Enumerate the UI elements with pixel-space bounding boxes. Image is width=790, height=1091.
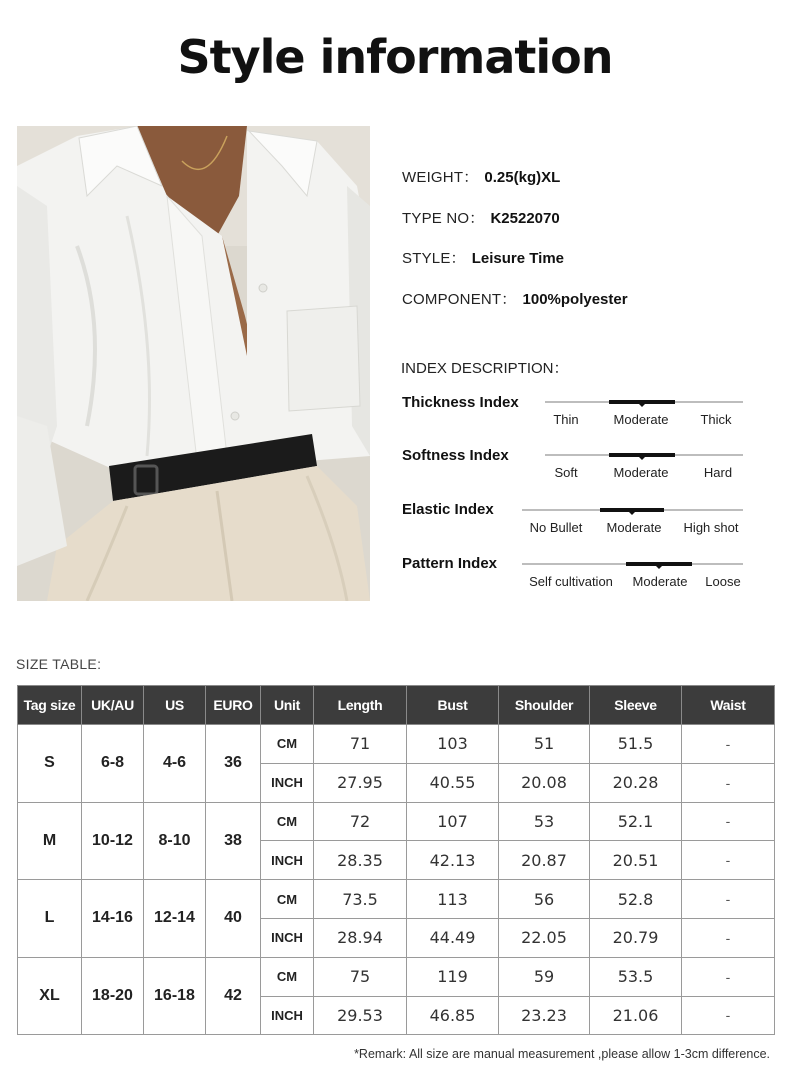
shoulder-cell: 20.08 (499, 763, 590, 802)
scale-label-selected: Moderate (613, 412, 669, 427)
shoulder-cell: 53 (499, 802, 590, 841)
shoulder-cell: 56 (499, 880, 590, 919)
size-table (17, 685, 775, 1035)
length-cell: 73.5 (314, 880, 407, 919)
scale-label: No Bullet (529, 520, 583, 535)
table-row (18, 802, 775, 841)
tag-size-cell: M (18, 802, 82, 880)
table-row (18, 880, 775, 919)
info-type-no-key: TYPE NO： (402, 210, 485, 227)
page-title: Style information (177, 30, 613, 84)
waist-cell: - (682, 841, 775, 880)
unit-cell: CM (261, 880, 314, 919)
info-component-key: COMPONENT： (402, 291, 517, 308)
bust-cell: 44.49 (407, 918, 499, 957)
us-cell: 4-6 (144, 725, 206, 803)
scale-label: Thick (700, 412, 732, 427)
us-cell: 12-14 (144, 880, 206, 958)
waist-cell: - (682, 996, 775, 1035)
shoulder-cell: 59 (499, 957, 590, 996)
sleeve-cell: 20.79 (590, 918, 682, 957)
sleeve-cell: 20.28 (590, 763, 682, 802)
scale-label-selected: Moderate (606, 520, 662, 535)
bust-cell: 103 (407, 725, 499, 764)
uk-au-cell: 14-16 (82, 880, 144, 958)
scale-label: High shot (683, 520, 739, 535)
unit-cell: INCH (261, 763, 314, 802)
info-style-key: STYLE： (402, 250, 466, 267)
waist-cell: - (682, 957, 775, 996)
header-cell: Unit (261, 686, 314, 725)
us-cell: 16-18 (144, 957, 206, 1035)
length-cell: 29.53 (314, 996, 407, 1035)
size-table-label: SIZE TABLE: (16, 656, 102, 672)
scale-label-selected: Moderate (632, 574, 688, 589)
thickness-index-label: Thickness Index (402, 394, 519, 411)
header-cell: Tag size (18, 686, 82, 725)
bust-cell: 119 (407, 957, 499, 996)
bust-cell: 40.55 (407, 763, 499, 802)
table-row (18, 725, 775, 764)
uk-au-cell: 6-8 (82, 725, 144, 803)
info-weight-key: WEIGHT： (402, 169, 479, 186)
scale-label: Thin (553, 412, 579, 427)
unit-cell: CM (261, 957, 314, 996)
header-cell: Waist (682, 686, 775, 725)
bust-cell: 113 (407, 880, 499, 919)
length-cell: 27.95 (314, 763, 407, 802)
scale-marker (609, 453, 675, 457)
scale-marker (626, 562, 692, 566)
header-cell: US (144, 686, 206, 725)
uk-au-cell: 10-12 (82, 802, 144, 880)
scale-label: Self cultivation (529, 574, 613, 589)
sleeve-cell: 52.8 (590, 880, 682, 919)
unit-cell: INCH (261, 918, 314, 957)
length-cell: 75 (314, 957, 407, 996)
euro-cell: 36 (206, 725, 261, 803)
waist-cell: - (682, 802, 775, 841)
shoulder-cell: 20.87 (499, 841, 590, 880)
header-cell: EURO (206, 686, 261, 725)
product-photo (17, 126, 370, 601)
length-cell: 72 (314, 802, 407, 841)
header-cell: Shoulder (499, 686, 590, 725)
shoulder-cell: 23.23 (499, 996, 590, 1035)
elastic-index-label: Elastic Index (402, 501, 494, 518)
shoulder-cell: 22.05 (499, 918, 590, 957)
uk-au-cell: 18-20 (82, 957, 144, 1035)
unit-cell: CM (261, 725, 314, 764)
scale-label: Loose (705, 574, 741, 589)
euro-cell: 40 (206, 880, 261, 958)
waist-cell: - (682, 725, 775, 764)
size-table-header (18, 686, 775, 725)
euro-cell: 38 (206, 802, 261, 880)
info-weight (402, 166, 560, 187)
header-cell: UK/AU (82, 686, 144, 725)
waist-cell: - (682, 918, 775, 957)
waist-cell: - (682, 880, 775, 919)
tag-size-cell: S (18, 725, 82, 803)
info-style-value: Leisure Time (471, 250, 564, 267)
tag-size-cell: L (18, 880, 82, 958)
sleeve-cell: 52.1 (590, 802, 682, 841)
bust-cell: 46.85 (407, 996, 499, 1035)
scale-label-selected: Moderate (613, 465, 669, 480)
unit-cell: INCH (261, 841, 314, 880)
info-type-no (402, 207, 560, 228)
sleeve-cell: 51.5 (590, 725, 682, 764)
sleeve-cell: 20.51 (590, 841, 682, 880)
index-description-title: INDEX DESCRIPTION： (401, 360, 569, 377)
length-cell: 71 (314, 725, 407, 764)
unit-cell: CM (261, 802, 314, 841)
pattern-index-scale (522, 563, 743, 593)
sleeve-cell: 53.5 (590, 957, 682, 996)
pattern-index-label: Pattern Index (402, 555, 498, 572)
softness-index-label: Softness Index (402, 447, 509, 464)
softness-index-scale (545, 454, 743, 484)
header-cell: Sleeve (590, 686, 682, 725)
length-cell: 28.35 (314, 841, 407, 880)
remark-note: *Remark: All size are manual measurement ,please allow 1-3cm difference. (354, 1047, 770, 1061)
table-row (18, 957, 775, 996)
info-component (402, 288, 628, 309)
scale-marker (600, 508, 664, 512)
thickness-index-scale (545, 401, 743, 431)
waist-cell: - (682, 763, 775, 802)
us-cell: 8-10 (144, 802, 206, 880)
info-type-no-value: K2522070 (490, 210, 560, 227)
scale-marker (609, 400, 675, 404)
info-component-value: 100%polyester (522, 291, 628, 308)
elastic-index-scale (522, 509, 743, 539)
length-cell: 28.94 (314, 918, 407, 957)
sleeve-cell: 21.06 (590, 996, 682, 1035)
euro-cell: 42 (206, 957, 261, 1035)
scale-label: Soft (554, 465, 578, 480)
header-cell: Length (314, 686, 407, 725)
shoulder-cell: 51 (499, 725, 590, 764)
info-style (402, 247, 564, 268)
bust-cell: 42.13 (407, 841, 499, 880)
bust-cell: 107 (407, 802, 499, 841)
header-cell: Bust (407, 686, 499, 725)
unit-cell: INCH (261, 996, 314, 1035)
tag-size-cell: XL (18, 957, 82, 1035)
info-weight-value: 0.25(kg)XL (484, 169, 561, 186)
scale-label: Hard (703, 465, 733, 480)
